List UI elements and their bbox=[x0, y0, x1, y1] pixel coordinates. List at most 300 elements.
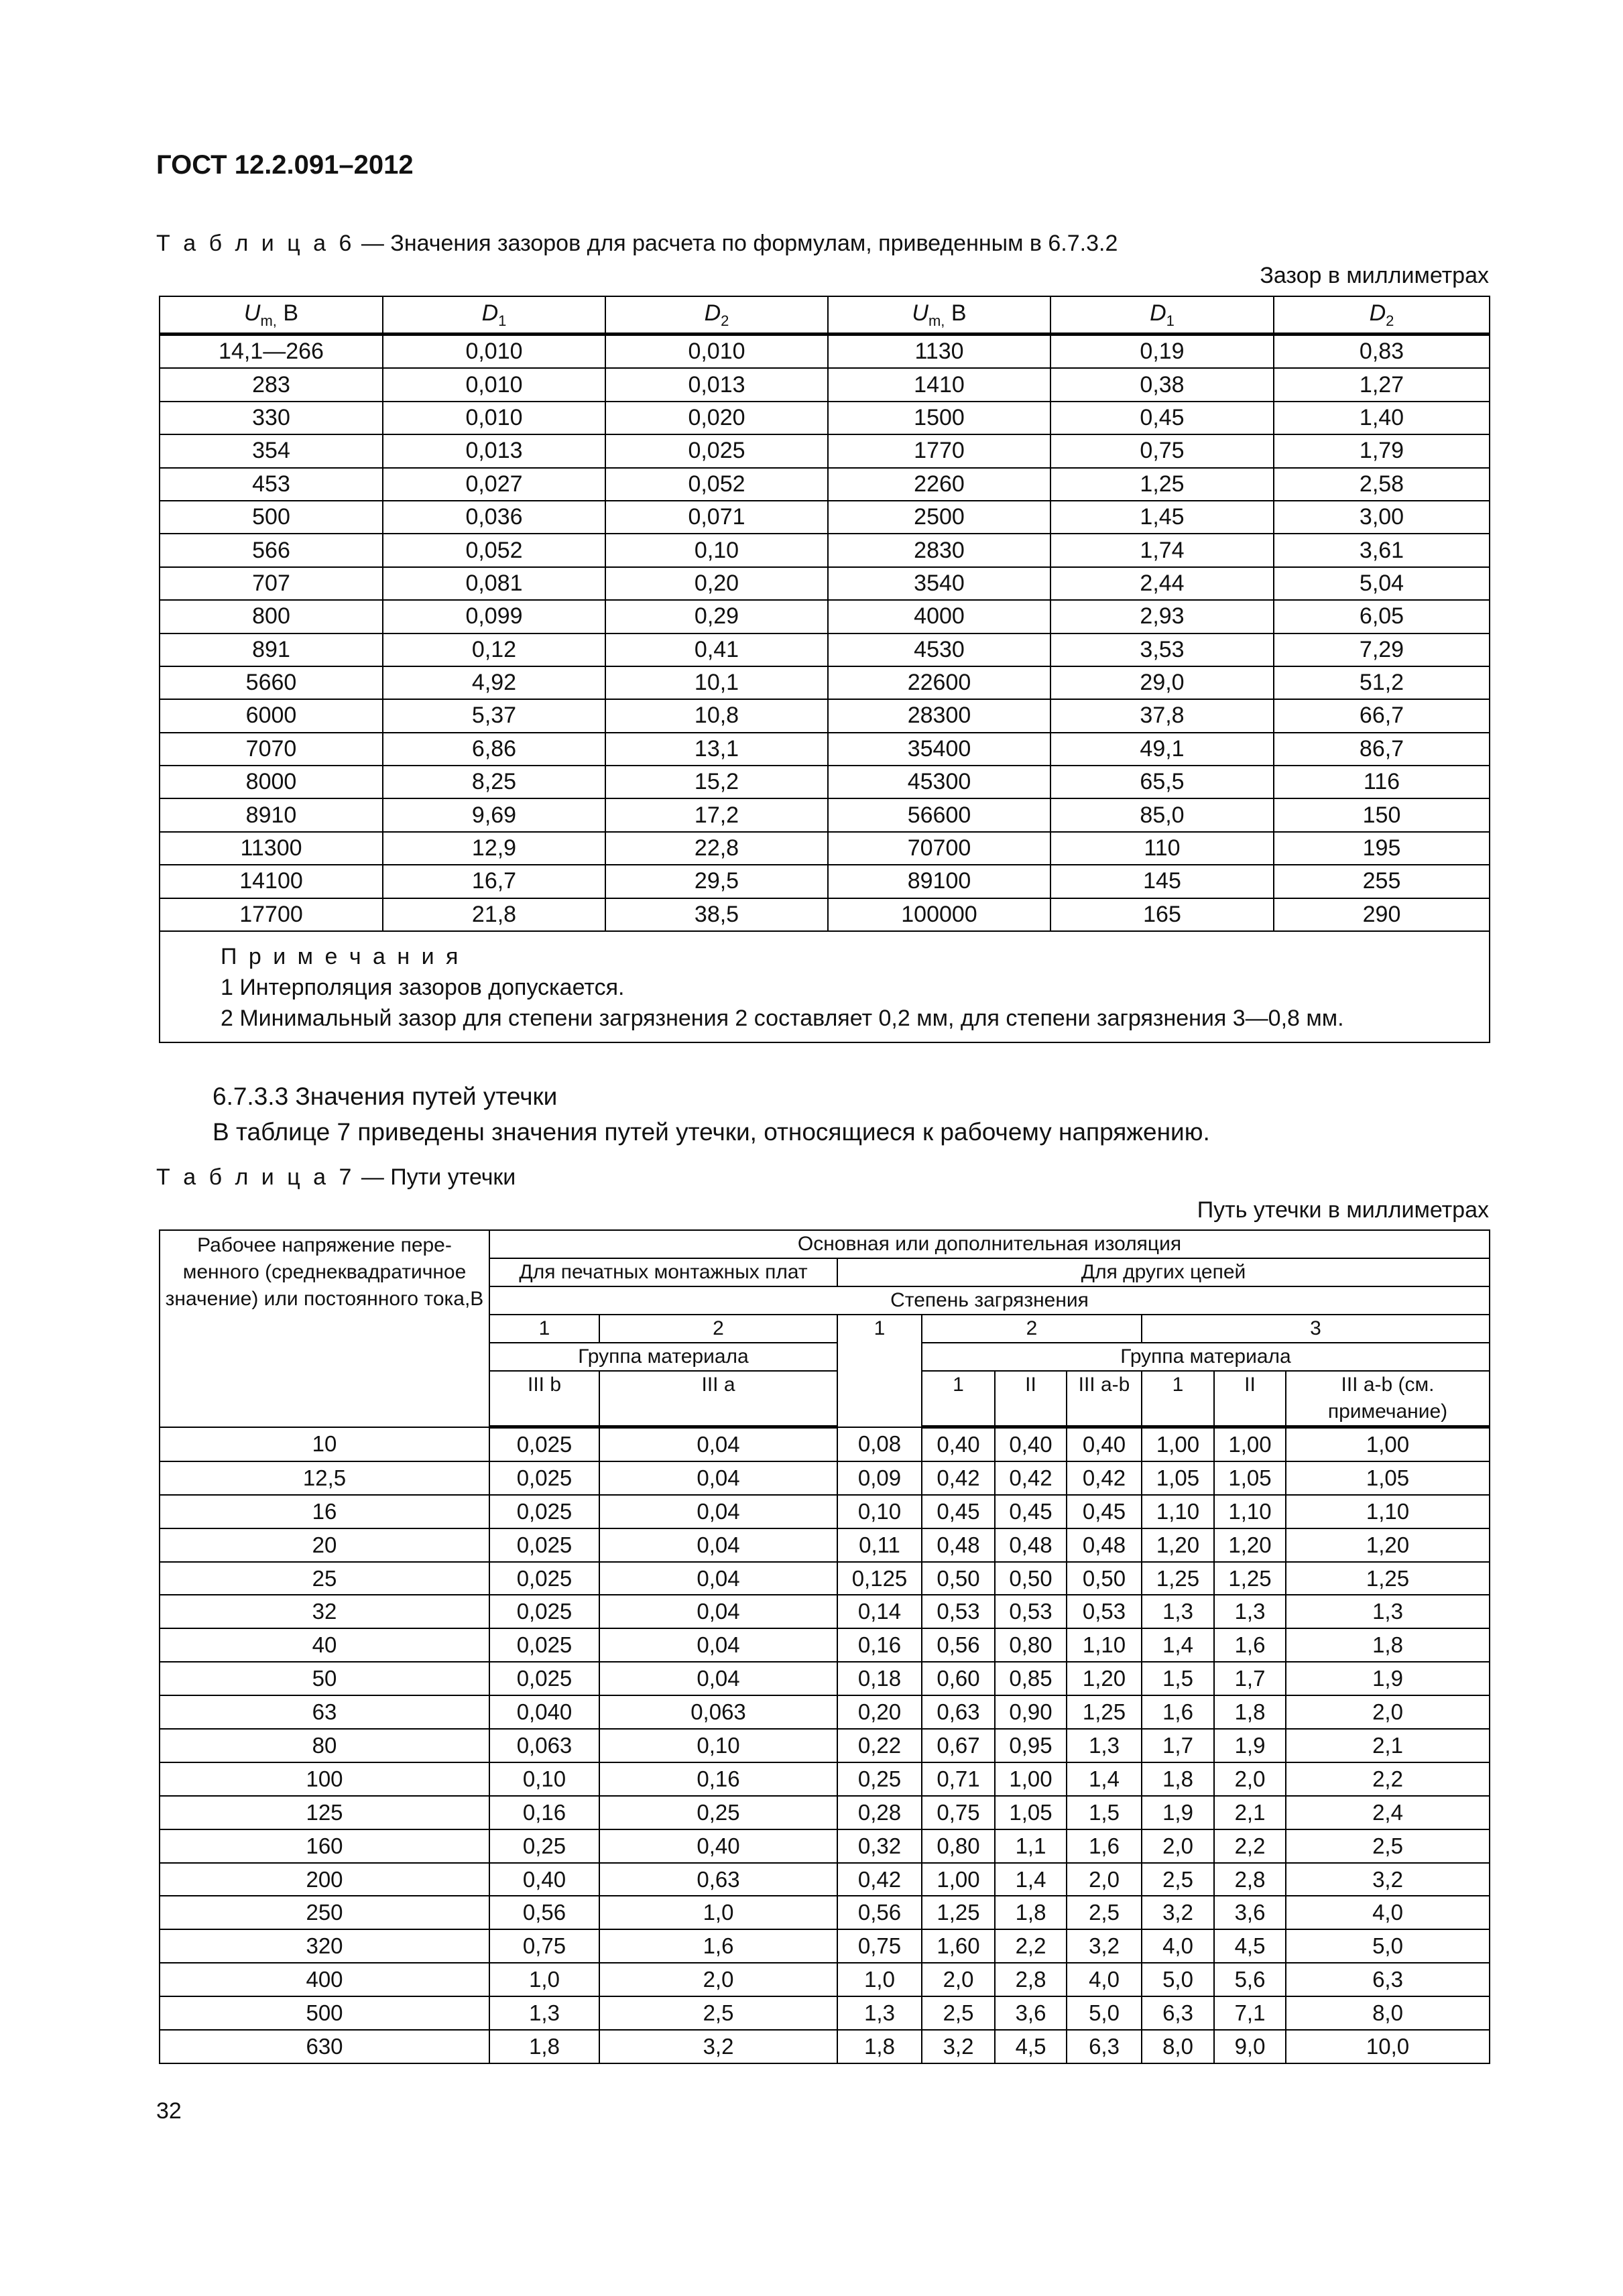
table-cell: 250 bbox=[160, 1896, 489, 1929]
table-cell: 1,4 bbox=[1142, 1628, 1214, 1662]
table-cell: 0,013 bbox=[605, 368, 828, 401]
table-cell: 1,9 bbox=[1214, 1729, 1286, 1762]
table-row bbox=[160, 1628, 1490, 1662]
table6-header-um-2: $U_{m,}$ В bbox=[828, 296, 1050, 335]
table-row bbox=[160, 402, 1490, 434]
table-cell: 0,10 bbox=[837, 1495, 922, 1528]
table-cell: 1,00 bbox=[1142, 1427, 1214, 1461]
table-row bbox=[160, 2030, 1490, 2063]
table-cell: 85,0 bbox=[1050, 798, 1274, 831]
table-row bbox=[160, 1796, 1490, 1829]
table-cell: 1,25 bbox=[1067, 1695, 1142, 1729]
table-cell: 1,3 bbox=[1214, 1595, 1286, 1628]
table-cell: 1,05 bbox=[1214, 1461, 1286, 1495]
table-cell: 7,29 bbox=[1274, 633, 1490, 666]
table-cell: 22600 bbox=[828, 666, 1050, 699]
table-row bbox=[160, 1963, 1490, 1996]
table-cell: 2,0 bbox=[1067, 1863, 1142, 1896]
table-cell: 0,11 bbox=[837, 1528, 922, 1562]
table-cell: 2,8 bbox=[995, 1963, 1067, 1996]
table-cell: 0,40 bbox=[599, 1829, 837, 1863]
table-cell: 8,0 bbox=[1286, 1996, 1490, 2030]
table-cell: 1,3 bbox=[1067, 1729, 1142, 1762]
table-cell: 116 bbox=[1274, 766, 1490, 798]
table6-header-d2: $D_2$ bbox=[605, 296, 828, 335]
table-cell: 89100 bbox=[828, 865, 1050, 898]
table-cell: 1,6 bbox=[1067, 1829, 1142, 1863]
table7 bbox=[159, 1229, 1490, 2064]
table-row bbox=[160, 865, 1490, 898]
table-cell: 6,3 bbox=[1067, 2030, 1142, 2063]
table-cell: 0,04 bbox=[599, 1628, 837, 1662]
table-cell: 1,25 bbox=[1286, 1562, 1490, 1595]
table-cell: 2,2 bbox=[1214, 1829, 1286, 1863]
table-cell: 0,013 bbox=[383, 434, 605, 467]
table-cell: 1,9 bbox=[1286, 1662, 1490, 1695]
table-cell: 0,50 bbox=[1067, 1562, 1142, 1595]
table-cell: 12,9 bbox=[383, 832, 605, 865]
table-cell: 0,027 bbox=[383, 468, 605, 501]
table7-header-g-2: II bbox=[995, 1371, 1067, 1427]
table-cell: 1,10 bbox=[1214, 1495, 1286, 1528]
table-cell: 1,7 bbox=[1214, 1662, 1286, 1695]
table-row bbox=[160, 1695, 1490, 1729]
table-cell: 0,010 bbox=[383, 368, 605, 401]
table-cell: 1,8 bbox=[1214, 1695, 1286, 1729]
table-cell: 56600 bbox=[828, 798, 1050, 831]
table-cell: 14,1—266 bbox=[160, 335, 383, 369]
table-cell: 0,010 bbox=[605, 335, 828, 369]
table-cell: 1770 bbox=[828, 434, 1050, 467]
table-cell: 0,48 bbox=[995, 1528, 1067, 1562]
table-cell: 283 bbox=[160, 368, 383, 401]
table-cell: 0,75 bbox=[489, 1929, 599, 1963]
table-cell: 5660 bbox=[160, 666, 383, 699]
table-cell: 1,25 bbox=[1214, 1562, 1286, 1595]
table6-body bbox=[160, 296, 1490, 1042]
table-cell: 0,75 bbox=[922, 1796, 995, 1829]
table-cell: 2,0 bbox=[1214, 1762, 1286, 1796]
table-cell: 28300 bbox=[828, 699, 1050, 732]
table6-header-um: $U_{m,}$ В bbox=[160, 296, 383, 335]
table6-header-d1: $D_1$ bbox=[383, 296, 605, 335]
table-row bbox=[160, 1829, 1490, 1863]
table-cell: 17700 bbox=[160, 898, 383, 931]
table-cell: 0,29 bbox=[605, 600, 828, 633]
table-cell: 0,40 bbox=[922, 1427, 995, 1461]
table-cell: 2,2 bbox=[995, 1929, 1067, 1963]
table-cell: 13,1 bbox=[605, 733, 828, 766]
table-cell: 0,14 bbox=[837, 1595, 922, 1628]
table-row bbox=[160, 1562, 1490, 1595]
table6-caption-prefix: Т а б л и ц а 6 bbox=[156, 231, 355, 256]
table-cell: 0,10 bbox=[489, 1762, 599, 1796]
table-cell: 70700 bbox=[828, 832, 1050, 865]
document-id: ГОСТ 12.2.091–2012 bbox=[156, 150, 414, 180]
table-cell: 3,6 bbox=[1214, 1896, 1286, 1929]
table-cell: 14100 bbox=[160, 865, 383, 898]
table-row bbox=[160, 567, 1490, 600]
table7-header-pcb: Для печатных монтажных плат bbox=[489, 1258, 837, 1286]
table-cell: 11300 bbox=[160, 832, 383, 865]
table-cell: 566 bbox=[160, 534, 383, 566]
table-cell: 4,0 bbox=[1142, 1929, 1214, 1963]
table-cell: 0,020 bbox=[605, 402, 828, 434]
table-cell: 0,22 bbox=[837, 1729, 922, 1762]
table-cell: 5,6 bbox=[1214, 1963, 1286, 1996]
table-row bbox=[160, 1729, 1490, 1762]
table-cell: 4,92 bbox=[383, 666, 605, 699]
table-cell: 1,00 bbox=[922, 1863, 995, 1896]
table7-header-other-deg3: 3 bbox=[1142, 1315, 1490, 1343]
table-cell: 1,00 bbox=[1286, 1427, 1490, 1461]
table-cell: 125 bbox=[160, 1796, 489, 1829]
table-cell: 66,7 bbox=[1274, 699, 1490, 732]
table-cell: 50 bbox=[160, 1662, 489, 1695]
table-cell: 0,42 bbox=[1067, 1461, 1142, 1495]
table7-header-g3-1: 1 bbox=[1142, 1371, 1214, 1427]
table-cell: 0,45 bbox=[1050, 402, 1274, 434]
table-cell: 5,37 bbox=[383, 699, 605, 732]
table-cell: 1,6 bbox=[1142, 1695, 1214, 1729]
table-row bbox=[160, 1495, 1490, 1528]
table7-header-g3-iiiab-note: III a-b (см. примечание) bbox=[1286, 1371, 1490, 1427]
table-cell: 891 bbox=[160, 633, 383, 666]
table-row bbox=[160, 1461, 1490, 1495]
table-cell: 320 bbox=[160, 1929, 489, 1963]
table-cell: 0,71 bbox=[922, 1762, 995, 1796]
table-cell: 3,2 bbox=[599, 2030, 837, 2063]
table-cell: 1,7 bbox=[1142, 1729, 1214, 1762]
table-cell: 12,5 bbox=[160, 1461, 489, 1495]
table-cell: 0,025 bbox=[489, 1628, 599, 1662]
table-cell: 3,00 bbox=[1274, 501, 1490, 534]
table-cell: 1,5 bbox=[1067, 1796, 1142, 1829]
table-cell: 0,85 bbox=[995, 1662, 1067, 1695]
table-cell: 2,2 bbox=[1286, 1762, 1490, 1796]
table-cell: 400 bbox=[160, 1963, 489, 1996]
table-cell: 0,53 bbox=[1067, 1595, 1142, 1628]
table-cell: 0,19 bbox=[1050, 335, 1274, 369]
table-cell: 0,10 bbox=[605, 534, 828, 566]
table-cell: 8910 bbox=[160, 798, 383, 831]
table-cell: 1,00 bbox=[1214, 1427, 1286, 1461]
table-cell: 0,04 bbox=[599, 1461, 837, 1495]
table-cell: 0,025 bbox=[489, 1495, 599, 1528]
table-cell: 3,2 bbox=[1142, 1896, 1214, 1929]
table-cell: 3,2 bbox=[1286, 1863, 1490, 1896]
table-cell: 2830 bbox=[828, 534, 1050, 566]
table-cell: 1,05 bbox=[995, 1796, 1067, 1829]
table-row bbox=[160, 798, 1490, 831]
table-cell: 1,20 bbox=[1214, 1528, 1286, 1562]
table-cell: 5,0 bbox=[1286, 1929, 1490, 1963]
table-row bbox=[160, 733, 1490, 766]
table-cell: 21,8 bbox=[383, 898, 605, 931]
table7-header-pcb-deg2: 2 bbox=[599, 1315, 837, 1343]
table-cell: 15,2 bbox=[605, 766, 828, 798]
table-cell: 0,16 bbox=[489, 1796, 599, 1829]
note-item: 1 Интерполяция зазоров допускается. bbox=[221, 975, 625, 1001]
table-cell: 1,8 bbox=[1286, 1628, 1490, 1662]
table-cell: 0,04 bbox=[599, 1495, 837, 1528]
table-cell: 500 bbox=[160, 1996, 489, 2030]
table-cell: 6000 bbox=[160, 699, 383, 732]
table-cell: 110 bbox=[1050, 832, 1274, 865]
table-cell: 3,61 bbox=[1274, 534, 1490, 566]
table-cell: 1,0 bbox=[599, 1896, 837, 1929]
table-cell: 6,86 bbox=[383, 733, 605, 766]
table-cell: 0,53 bbox=[922, 1595, 995, 1628]
table-cell: 22,8 bbox=[605, 832, 828, 865]
table-cell: 1,20 bbox=[1067, 1662, 1142, 1695]
table-cell: 2,5 bbox=[1067, 1896, 1142, 1929]
table7-caption-text: — Пути утечки bbox=[355, 1164, 516, 1190]
table-cell: 255 bbox=[1274, 865, 1490, 898]
table-cell: 1130 bbox=[828, 335, 1050, 369]
table-cell: 1500 bbox=[828, 402, 1050, 434]
table-cell: 29,5 bbox=[605, 865, 828, 898]
table-cell: 2,0 bbox=[1142, 1829, 1214, 1863]
table-cell: 0,025 bbox=[605, 434, 828, 467]
table-cell: 0,40 bbox=[1067, 1427, 1142, 1461]
table-row bbox=[160, 898, 1490, 931]
table-row bbox=[160, 633, 1490, 666]
table-cell: 80 bbox=[160, 1729, 489, 1762]
table-cell: 5,0 bbox=[1142, 1963, 1214, 1996]
table-cell: 1,3 bbox=[489, 1996, 599, 2030]
table-cell: 2,5 bbox=[599, 1996, 837, 2030]
table6-header-row bbox=[160, 296, 1490, 335]
table-cell: 150 bbox=[1274, 798, 1490, 831]
table-cell: 0,38 bbox=[1050, 368, 1274, 401]
table-cell: 0,63 bbox=[922, 1695, 995, 1729]
table-cell: 1,79 bbox=[1274, 434, 1490, 467]
table-cell: 2260 bbox=[828, 468, 1050, 501]
table-cell: 6,3 bbox=[1286, 1963, 1490, 1996]
table7-unit-note: Путь утечки в миллиметрах bbox=[1197, 1197, 1489, 1223]
table-cell: 0,48 bbox=[922, 1528, 995, 1562]
table7-header-g-1: 1 bbox=[922, 1371, 995, 1427]
table-cell: 2,8 bbox=[1214, 1863, 1286, 1896]
table-cell: 3540 bbox=[828, 567, 1050, 600]
table-cell: 707 bbox=[160, 567, 383, 600]
table-cell: 0,025 bbox=[489, 1427, 599, 1461]
table-row bbox=[160, 1996, 1490, 2030]
table7-caption bbox=[156, 1164, 516, 1191]
table-cell: 0,025 bbox=[489, 1528, 599, 1562]
table-cell: 0,04 bbox=[599, 1427, 837, 1461]
table-row bbox=[160, 600, 1490, 633]
table-cell: 63 bbox=[160, 1695, 489, 1729]
table7-caption-prefix: Т а б л и ц а 7 bbox=[156, 1164, 355, 1190]
table-cell: 2,44 bbox=[1050, 567, 1274, 600]
table-cell: 1,1 bbox=[995, 1829, 1067, 1863]
table6-caption bbox=[156, 231, 1118, 257]
table-cell: 0,025 bbox=[489, 1461, 599, 1495]
table-cell: 0,10 bbox=[599, 1729, 837, 1762]
table-cell: 2,4 bbox=[1286, 1796, 1490, 1829]
table-cell: 1,4 bbox=[995, 1863, 1067, 1896]
table-cell: 0,41 bbox=[605, 633, 828, 666]
table6-header-d1-2: $D_1$ bbox=[1050, 296, 1274, 335]
table-cell: 37,8 bbox=[1050, 699, 1274, 732]
table-cell: 1,3 bbox=[837, 1996, 922, 2030]
table7-header-other-deg1: 1 bbox=[837, 1315, 922, 1427]
table-cell: 0,063 bbox=[489, 1729, 599, 1762]
table-cell: 8,25 bbox=[383, 766, 605, 798]
table-cell: 0,80 bbox=[995, 1628, 1067, 1662]
table-cell: 0,071 bbox=[605, 501, 828, 534]
table-cell: 354 bbox=[160, 434, 383, 467]
table7-header-voltage: Рабочее напряжение пере-менного (среднеквадратичное значение) или постоянного тока,В bbox=[160, 1230, 489, 1427]
table-cell: 0,63 bbox=[599, 1863, 837, 1896]
table-cell: 45300 bbox=[828, 766, 1050, 798]
section-heading: 6.7.3.3 Значения путей утечки bbox=[213, 1083, 558, 1110]
table-cell: 1,45 bbox=[1050, 501, 1274, 534]
table-cell: 0,04 bbox=[599, 1595, 837, 1628]
table-cell: 1,3 bbox=[1286, 1595, 1490, 1628]
table-cell: 0,56 bbox=[489, 1896, 599, 1929]
table-cell: 0,56 bbox=[837, 1896, 922, 1929]
table7-header-pcb-material: Группа материала bbox=[489, 1343, 837, 1371]
table6-notes-row bbox=[160, 931, 1490, 1042]
table-cell: 2,0 bbox=[599, 1963, 837, 1996]
table-row bbox=[160, 1662, 1490, 1695]
table-cell: 0,04 bbox=[599, 1662, 837, 1695]
table-cell: 1,05 bbox=[1142, 1461, 1214, 1495]
table-cell: 2,93 bbox=[1050, 600, 1274, 633]
notes-title: П р и м е ч а н и я bbox=[221, 944, 461, 970]
table-cell: 0,16 bbox=[599, 1762, 837, 1796]
table-cell: 1,05 bbox=[1286, 1461, 1490, 1495]
table7-header-insulation: Основная или дополнительная изоляция bbox=[489, 1230, 1490, 1258]
table-cell: 7,1 bbox=[1214, 1996, 1286, 2030]
table7-body bbox=[160, 1230, 1490, 2063]
table-cell: 17,2 bbox=[605, 798, 828, 831]
table-cell: 200 bbox=[160, 1863, 489, 1896]
table-cell: 2,1 bbox=[1214, 1796, 1286, 1829]
table-cell: 16 bbox=[160, 1495, 489, 1528]
table-cell: 0,052 bbox=[605, 468, 828, 501]
table-cell: 65,5 bbox=[1050, 766, 1274, 798]
table-cell: 4000 bbox=[828, 600, 1050, 633]
table-cell: 0,40 bbox=[489, 1863, 599, 1896]
table-cell: 2,5 bbox=[922, 1996, 995, 2030]
table-cell: 1,4 bbox=[1067, 1762, 1142, 1796]
table7-header-other: Для других цепей bbox=[837, 1258, 1490, 1286]
table-cell: 0,20 bbox=[837, 1695, 922, 1729]
table-cell: 10,8 bbox=[605, 699, 828, 732]
table6-notes bbox=[160, 931, 1490, 1042]
table-cell: 0,036 bbox=[383, 501, 605, 534]
table-row bbox=[160, 666, 1490, 699]
table-cell: 9,0 bbox=[1214, 2030, 1286, 2063]
table-cell: 1,6 bbox=[599, 1929, 837, 1963]
table-cell: 3,2 bbox=[922, 2030, 995, 2063]
table-cell: 0,45 bbox=[922, 1495, 995, 1528]
table-cell: 4,0 bbox=[1286, 1896, 1490, 1929]
table-cell: 1,25 bbox=[1142, 1562, 1214, 1595]
table-cell: 2,5 bbox=[1286, 1829, 1490, 1863]
table-cell: 0,53 bbox=[995, 1595, 1067, 1628]
table7-header-row-1 bbox=[160, 1230, 1490, 1258]
table-cell: 1,8 bbox=[837, 2030, 922, 2063]
table-cell: 630 bbox=[160, 2030, 489, 2063]
table-cell: 0,75 bbox=[1050, 434, 1274, 467]
table-cell: 1,74 bbox=[1050, 534, 1274, 566]
table-cell: 86,7 bbox=[1274, 733, 1490, 766]
table-cell: 0,025 bbox=[489, 1595, 599, 1628]
table-row bbox=[160, 434, 1490, 467]
table-cell: 1,9 bbox=[1142, 1796, 1214, 1829]
table-cell: 6,3 bbox=[1142, 1996, 1214, 2030]
table-cell: 9,69 bbox=[383, 798, 605, 831]
table-cell: 7070 bbox=[160, 733, 383, 766]
table-cell: 800 bbox=[160, 600, 383, 633]
table-cell: 195 bbox=[1274, 832, 1490, 865]
table-cell: 100 bbox=[160, 1762, 489, 1796]
section-paragraph: В таблице 7 приведены значения путей утечки, относящиеся к рабочему напряжению. bbox=[213, 1118, 1210, 1146]
table-cell: 1,10 bbox=[1142, 1495, 1214, 1528]
table-cell: 0,25 bbox=[837, 1762, 922, 1796]
table-row bbox=[160, 335, 1490, 369]
table-cell: 10,0 bbox=[1286, 2030, 1490, 2063]
table-cell: 0,081 bbox=[383, 567, 605, 600]
table-cell: 1,0 bbox=[837, 1963, 922, 1996]
table6 bbox=[159, 296, 1490, 1043]
table-cell: 1,20 bbox=[1142, 1528, 1214, 1562]
table-row bbox=[160, 1528, 1490, 1562]
table-cell: 5,0 bbox=[1067, 1996, 1142, 2030]
table-cell: 6,05 bbox=[1274, 600, 1490, 633]
table6-header-d2-2: $D_2$ bbox=[1274, 296, 1490, 335]
table-cell: 1,3 bbox=[1142, 1595, 1214, 1628]
table-cell: 1,27 bbox=[1274, 368, 1490, 401]
note-item: 2 Минимальный зазор для степени загрязнения 2 составляет 0,2 мм, для степени загрязнения 3—0,8 мм. bbox=[221, 1006, 1344, 1032]
table-cell: 5,04 bbox=[1274, 567, 1490, 600]
table-cell: 1,8 bbox=[489, 2030, 599, 2063]
table-cell: 0,75 bbox=[837, 1929, 922, 1963]
table-cell: 0,052 bbox=[383, 534, 605, 566]
table-row bbox=[160, 832, 1490, 865]
table-cell: 0,95 bbox=[995, 1729, 1067, 1762]
table-cell: 4,5 bbox=[1214, 1929, 1286, 1963]
table-cell: 0,16 bbox=[837, 1628, 922, 1662]
table-row bbox=[160, 534, 1490, 566]
table-cell: 4530 bbox=[828, 633, 1050, 666]
table7-header-other-deg2: 2 bbox=[922, 1315, 1142, 1343]
table-cell: 0,42 bbox=[995, 1461, 1067, 1495]
table-cell: 0,50 bbox=[995, 1562, 1067, 1595]
table-cell: 0,60 bbox=[922, 1662, 995, 1695]
table-cell: 2,0 bbox=[922, 1963, 995, 1996]
table-cell: 0,25 bbox=[599, 1796, 837, 1829]
table-cell: 0,45 bbox=[995, 1495, 1067, 1528]
table-cell: 0,42 bbox=[922, 1461, 995, 1495]
table-cell: 1,8 bbox=[995, 1896, 1067, 1929]
table-cell: 32 bbox=[160, 1595, 489, 1628]
table-cell: 0,09 bbox=[837, 1461, 922, 1495]
table-cell: 2,0 bbox=[1286, 1695, 1490, 1729]
table-cell: 3,2 bbox=[1067, 1929, 1142, 1963]
table-cell: 2,5 bbox=[1142, 1863, 1214, 1896]
table-cell: 1,5 bbox=[1142, 1662, 1214, 1695]
table-cell: 10 bbox=[160, 1427, 489, 1461]
table-cell: 1,25 bbox=[1050, 468, 1274, 501]
table-cell: 0,42 bbox=[837, 1863, 922, 1896]
table-row bbox=[160, 1427, 1490, 1461]
